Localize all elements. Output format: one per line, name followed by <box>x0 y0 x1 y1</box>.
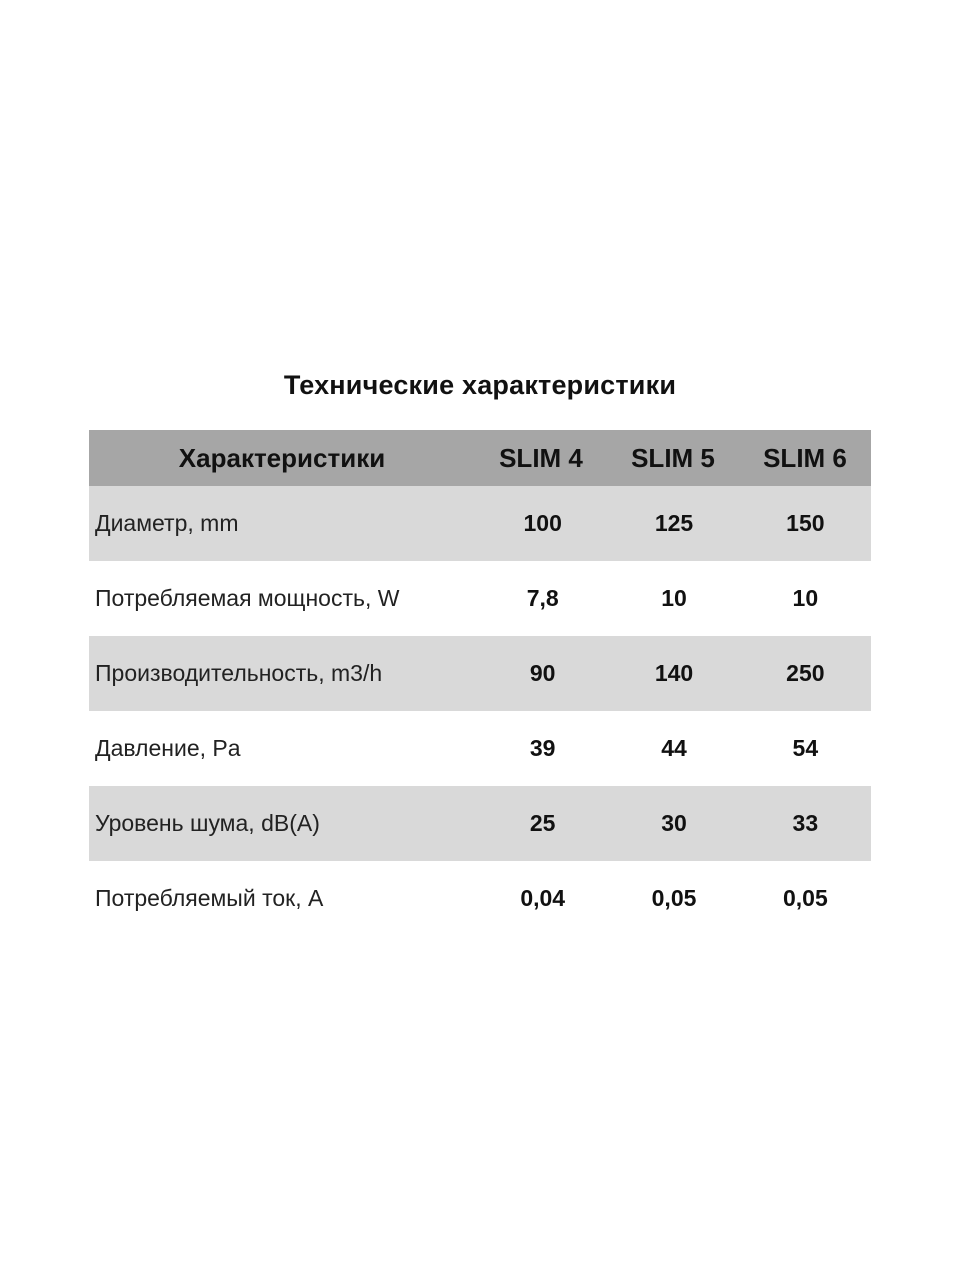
row-value: 54 <box>792 735 819 761</box>
row-value: 7,8 <box>526 585 559 611</box>
row-label: Потребляемая мощность, W <box>95 585 400 611</box>
table-row <box>89 636 871 711</box>
header-model-slim4: SLIM 4 <box>499 442 583 473</box>
row-value: 90 <box>529 660 556 686</box>
row-label: Диаметр, mm <box>95 510 239 536</box>
row-label: Уровень шума, dB(A) <box>95 810 320 836</box>
row-value: 44 <box>661 735 687 761</box>
row-value: 0,04 <box>520 885 566 911</box>
spec-table <box>89 430 871 936</box>
row-label: Давление, Pa <box>95 735 241 761</box>
row-value: 250 <box>786 660 825 686</box>
table-row <box>89 861 871 936</box>
row-value: 0,05 <box>651 885 697 911</box>
row-value: 140 <box>654 660 694 686</box>
row-value: 0,05 <box>782 885 828 911</box>
table-row <box>89 786 871 861</box>
page-title: Технические характеристики <box>283 370 677 400</box>
header-label: Характеристики <box>178 442 386 473</box>
table-row <box>89 486 871 561</box>
row-value: 100 <box>523 510 562 536</box>
row-value: 33 <box>792 810 819 836</box>
header-model-slim6: SLIM 6 <box>763 442 847 473</box>
row-value: 30 <box>661 810 687 836</box>
row-label: Потребляемый ток, A <box>95 885 324 911</box>
table-row <box>89 561 871 636</box>
row-label: Производительность, m3/h <box>95 660 383 686</box>
row-value: 150 <box>786 510 825 536</box>
row-value: 39 <box>529 735 556 761</box>
row-value: 10 <box>661 585 687 611</box>
row-value: 10 <box>792 585 819 611</box>
row-value: 125 <box>654 510 694 536</box>
table-row <box>89 711 871 786</box>
table-header-row <box>89 430 871 486</box>
header-model-slim5: SLIM 5 <box>631 442 715 473</box>
row-value: 25 <box>529 810 556 836</box>
